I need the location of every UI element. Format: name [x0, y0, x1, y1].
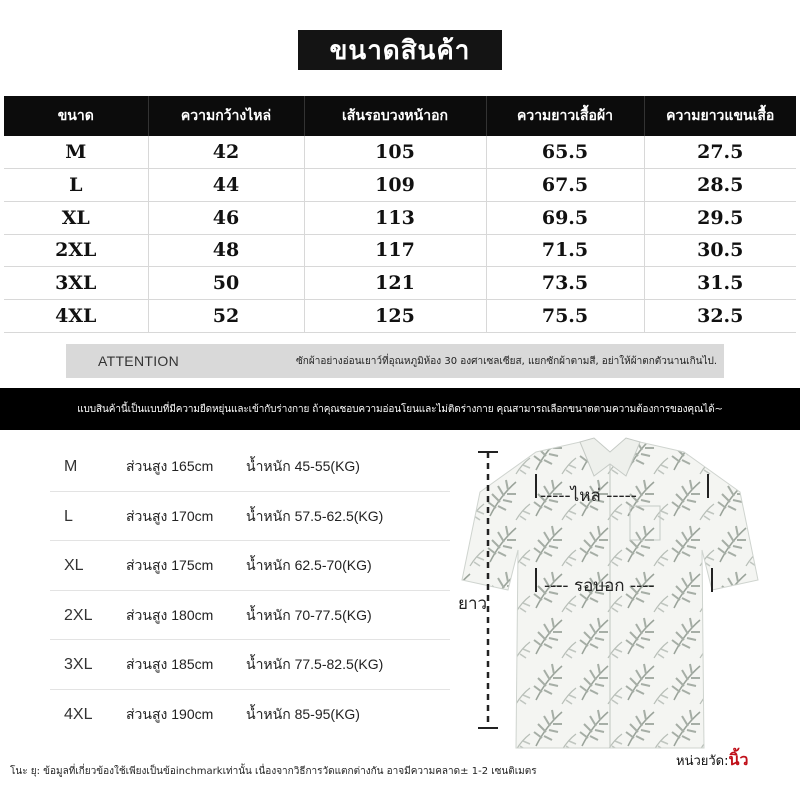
- cell-length: 75.5: [486, 299, 644, 332]
- list-item: [50, 640, 450, 690]
- rec-weight: น้ำหนัก 62.5-70(KG): [246, 557, 372, 573]
- cell-sleeve: 28.5: [644, 169, 796, 202]
- list-item: [50, 442, 450, 492]
- cell-shoulder: 50: [148, 267, 304, 300]
- cell-chest: 117: [304, 234, 486, 267]
- rec-height: ส่วนสูง 185cm: [126, 656, 214, 672]
- cell-shoulder: 48: [148, 234, 304, 267]
- attention-box: [66, 344, 724, 378]
- rec-size: XL: [64, 557, 84, 574]
- cell-length: 65.5: [486, 136, 644, 169]
- cell-size: XL: [4, 201, 148, 234]
- cell-shoulder: 44: [148, 169, 304, 202]
- cell-shoulder: 42: [148, 136, 304, 169]
- rec-weight: น้ำหนัก 45-55(KG): [246, 458, 360, 474]
- cell-size: 3XL: [4, 267, 148, 300]
- shoulder-measure-label: -----ไหล่ -----: [540, 486, 637, 506]
- cell-chest: 125: [304, 299, 486, 332]
- cell-sleeve: 27.5: [644, 136, 796, 169]
- cell-sleeve: 30.5: [644, 234, 796, 267]
- rec-height: ส่วนสูง 165cm: [126, 458, 214, 474]
- header-shoulder-width: ความกว้างไหล่: [148, 96, 304, 136]
- rec-height: ส่วนสูง 180cm: [126, 606, 214, 623]
- cell-sleeve: 32.5: [644, 299, 796, 332]
- table-row: [4, 201, 796, 234]
- rec-height: ส่วนสูง 190cm: [126, 705, 214, 722]
- cell-sleeve: 29.5: [644, 201, 796, 234]
- measurement-disclaimer: โนะ ยุ: ข้อมูลที่เกี่ยวข้องใช้เพียงเป็นข้อinchmarkเท่านั้น เนื่องจากวิธีการวัดแตกต่างกัน อาจมีความคลาด± 1-2 เซนติเมตร: [10, 766, 537, 777]
- cell-size: L: [4, 169, 148, 202]
- cell-shoulder: 46: [148, 201, 304, 234]
- header-chest: เส้นรอบวงหน้าอก: [304, 96, 486, 136]
- cell-chest: 113: [304, 201, 486, 234]
- header-size: ขนาด: [4, 96, 148, 136]
- cell-length: 67.5: [486, 169, 644, 202]
- size-chart-header-row: [4, 96, 796, 136]
- size-chart-table: [4, 96, 796, 333]
- rec-size: L: [64, 507, 73, 525]
- length-measure-label: ยาว: [458, 594, 488, 614]
- rec-size: 4XL: [64, 705, 93, 723]
- list-item: [50, 690, 450, 740]
- rec-weight: น้ำหนัก 77.5-82.5(KG): [246, 656, 384, 672]
- list-item: [50, 591, 450, 641]
- attention-text: ซักผ้าอย่างอ่อนเยาว์ที่อุณหภูมิห้อง 30 องศาเซลเซียส, แยกซักผ้าตามสี, อย่าให้ผ้าตกตัวนานเกินไป.: [296, 355, 718, 367]
- rec-weight: น้ำหนัก 57.5-62.5(KG): [246, 507, 384, 524]
- attention-title: ATTENTION: [98, 353, 179, 369]
- unit-value: นิ้ว: [728, 750, 749, 769]
- header-sleeve-length: ความยาวแขนเสื้อ: [644, 96, 796, 136]
- rec-size: 3XL: [64, 656, 93, 673]
- cell-size: M: [4, 136, 148, 169]
- page-title: ขนาดสินค้า: [298, 30, 502, 70]
- header-length: ความยาวเสื้อผ้า: [486, 96, 644, 136]
- rec-height: ส่วนสูง 170cm: [126, 507, 214, 524]
- cell-size: 4XL: [4, 299, 148, 332]
- list-item: [50, 492, 450, 542]
- cell-chest: 105: [304, 136, 486, 169]
- table-row: [4, 136, 796, 169]
- cell-chest: 109: [304, 169, 486, 202]
- shirt-measurement-diagram: [440, 430, 800, 760]
- table-row: [4, 299, 796, 332]
- fit-note-banner: แบบสินค้านี้เป็นแบบที่มีความยืดหยุ่นและเข้ากับร่างกาย ถ้าคุณชอบความอ่อนโยนและไม่ติดร่างกาย คุณสามารถเลือกขนาดตามความต้องการของคุณได้~: [0, 388, 800, 430]
- rec-weight: น้ำหนัก 70-77.5(KG): [246, 606, 372, 623]
- rec-size: M: [64, 458, 78, 475]
- cell-sleeve: 31.5: [644, 267, 796, 300]
- rec-size: 2XL: [64, 606, 93, 624]
- unit-label-text: หน่วยวัด:: [676, 754, 729, 769]
- cell-shoulder: 52: [148, 299, 304, 332]
- table-row: [4, 234, 796, 267]
- cell-length: 73.5: [486, 267, 644, 300]
- rec-height: ส่วนสูง 175cm: [126, 557, 214, 573]
- list-item: [50, 541, 450, 591]
- size-recommendation-list: [50, 442, 450, 739]
- cell-length: 69.5: [486, 201, 644, 234]
- unit-indicator: [676, 748, 748, 773]
- table-row: [4, 169, 796, 202]
- rec-weight: น้ำหนัก 85-95(KG): [246, 705, 360, 722]
- table-row: [4, 267, 796, 300]
- chest-measure-label: ---- รอบอก ----: [544, 576, 655, 596]
- cell-length: 71.5: [486, 234, 644, 267]
- cell-size: 2XL: [4, 234, 148, 267]
- cell-chest: 121: [304, 267, 486, 300]
